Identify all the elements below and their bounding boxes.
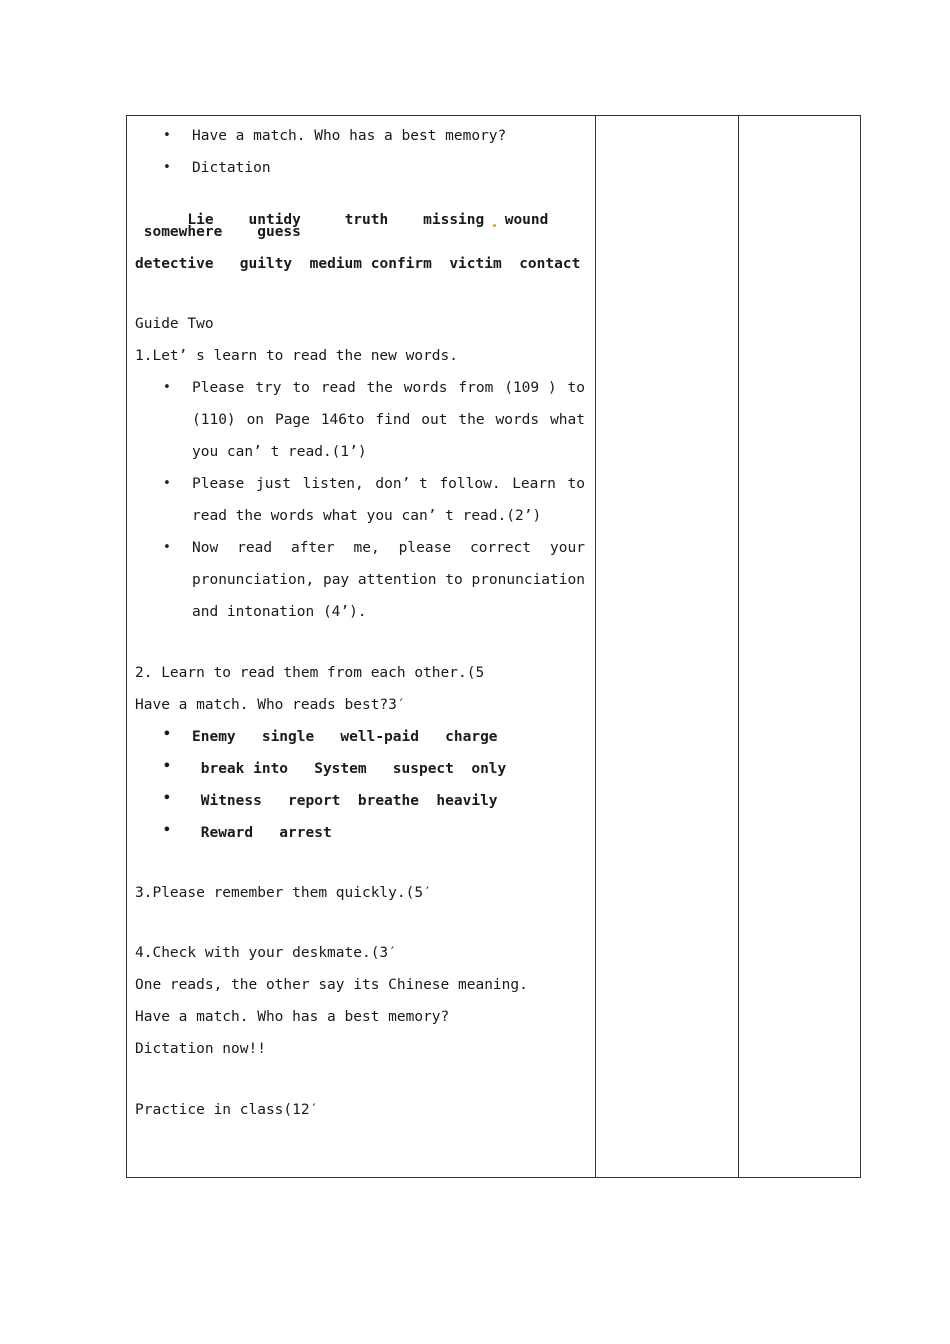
word: Page <box>274 412 310 428</box>
word: the <box>366 380 393 396</box>
word: what <box>550 412 585 428</box>
word: Learn <box>512 476 556 492</box>
word: me, <box>353 540 380 556</box>
word: correct <box>469 540 532 556</box>
word: words <box>403 380 448 396</box>
vocab-word: truth <box>344 212 389 228</box>
word: don’ t <box>375 476 428 492</box>
word: to <box>292 380 310 396</box>
text-line: you can’ t read.(1’) <box>192 444 367 460</box>
word: pronunciation <box>471 572 585 588</box>
vocab-line <box>135 222 301 242</box>
word: the <box>458 412 485 428</box>
vocab-word: somewhere <box>143 224 223 240</box>
vocab-line: Reward arrest <box>192 825 332 841</box>
word: try <box>255 380 282 396</box>
bullet: • <box>163 476 171 491</box>
vocab-line <box>135 254 580 274</box>
vocab-line: Enemy single well-paid charge <box>192 729 498 745</box>
word: (110) <box>192 412 236 428</box>
word: Please <box>192 380 245 396</box>
step-heading: 3.Please remember them quickly.(5′ <box>135 885 432 901</box>
word: out <box>421 412 448 428</box>
word: your <box>550 540 585 556</box>
word: Please <box>192 476 245 492</box>
text-line <box>192 570 585 590</box>
text-line <box>192 538 585 558</box>
word: attention <box>357 572 437 588</box>
text-line: and intonation (4’). <box>192 604 367 620</box>
word: listen, <box>302 476 364 492</box>
word: read <box>237 540 273 556</box>
text-line: Dictation now!! <box>135 1041 266 1057</box>
text-line: One reads, the other say its Chinese meaning. <box>135 977 528 993</box>
vocab-word: guess <box>257 224 301 240</box>
word: follow. <box>439 476 501 492</box>
bullet: • <box>163 759 171 774</box>
word: (109 ) <box>504 380 557 396</box>
step-heading: 4.Check with your deskmate.(3′ <box>135 945 397 961</box>
vocab-word: untidy <box>248 212 301 228</box>
word: after <box>290 540 335 556</box>
text-line <box>192 474 585 494</box>
column-divider <box>595 116 596 1177</box>
bullet: • <box>163 727 171 742</box>
step-heading: Practice in class(12′ <box>135 1102 319 1118</box>
bullet: • <box>163 540 171 555</box>
vocab-word: contact <box>519 256 581 272</box>
bullet: • <box>163 380 171 395</box>
word: 146to <box>320 412 365 428</box>
section-heading: Guide Two <box>135 316 214 332</box>
word: to <box>567 380 585 396</box>
vocab-word: Lie <box>187 212 214 228</box>
word: to <box>567 476 585 492</box>
lesson-table <box>126 115 861 1178</box>
word: please <box>398 540 452 556</box>
vocab-word: wound <box>504 212 549 228</box>
word: on <box>246 412 265 428</box>
vocab-line: Witness report breathe heavily <box>192 793 498 809</box>
vocab-word: medium confirm <box>309 256 432 272</box>
vocab-word: victim <box>449 256 502 272</box>
text-line: read the words what you can’ t read.(2’) <box>192 508 542 524</box>
word: pronunciation, <box>192 572 315 588</box>
word: find <box>375 412 411 428</box>
vocab-line: break into System suspect only <box>192 761 507 777</box>
text-line <box>192 410 585 430</box>
vocab-word: detective <box>135 256 214 272</box>
bullet: • <box>163 791 171 806</box>
word: from <box>458 380 494 396</box>
text-line: Dictation <box>192 160 271 176</box>
word: to <box>445 572 463 588</box>
column-divider <box>738 116 739 1177</box>
text-line: Have a match. Who has a best memory? <box>192 128 507 144</box>
text-line: Have a match. Who reads best?3′ <box>135 697 406 713</box>
word: words <box>495 412 540 428</box>
mark <box>493 224 496 227</box>
bullet: • <box>163 823 171 838</box>
bullet: • <box>163 128 171 143</box>
vocab-word: guilty <box>239 256 293 272</box>
step-heading: 2. Learn to read them from each other.(5 <box>135 665 485 681</box>
word: pay <box>322 572 350 588</box>
bullet: • <box>163 160 171 175</box>
vocab-word: missing <box>423 212 485 228</box>
text-line: Have a match. Who has a best memory? <box>135 1009 450 1025</box>
word: read <box>320 380 356 396</box>
text-line <box>192 378 585 398</box>
step-heading: 1.Let’ s learn to read the new words. <box>135 348 459 364</box>
word: Now <box>192 540 219 556</box>
word: just <box>256 476 291 492</box>
